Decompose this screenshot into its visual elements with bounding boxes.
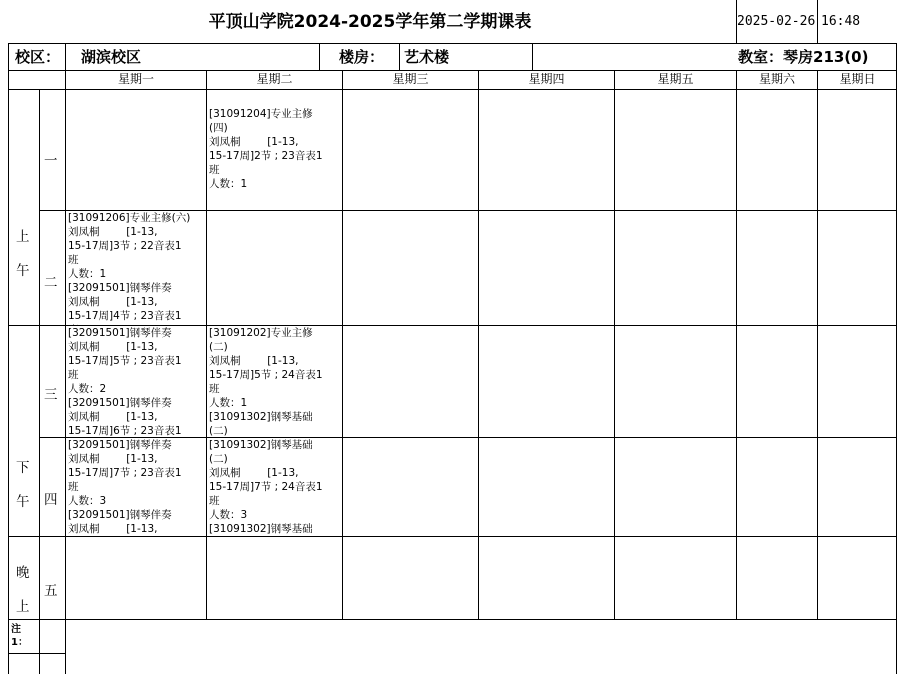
- course-cell-p3-tue[interactable]: [31091202]专业主修 (二) 刘凤桐 [1-13, 15-17周]5节 ; 24音表1 班 人数：1 [31091302]钢琴基础 (二): [209, 327, 323, 437]
- day-header-thu: 星期四: [528, 72, 565, 86]
- campus-label: 校区：: [15, 48, 61, 66]
- grid-line: [8, 43, 9, 674]
- print-date: 2025-02-26: [737, 14, 816, 29]
- grid-line: [319, 43, 320, 70]
- grid-line: [614, 70, 615, 620]
- day-header-sun: 星期日: [839, 72, 876, 86]
- grid-line: [817, 70, 818, 620]
- course-cell-p2-mon[interactable]: [31091206]专业主修(六) 刘凤桐 [1-13, 15-17周]3节 ; 22音表1 班 人数：1 [32091501]钢琴伴奏 刘凤桐 [1-13, 15-17周]4节 ; 23音表1: [68, 212, 191, 322]
- note-label: 注 1：: [11, 624, 28, 648]
- day-header-fri: 星期五: [657, 72, 694, 86]
- grid-line: [39, 210, 897, 211]
- afternoon-char-1: 下: [16, 460, 30, 476]
- day-header-wed: 星期三: [392, 72, 429, 86]
- print-time: 16:48: [821, 14, 861, 29]
- grid-line: [736, 70, 737, 620]
- day-header-tue: 星期二: [256, 72, 293, 86]
- campus-value: 湖滨校区: [81, 48, 142, 66]
- course-cell-p3-mon[interactable]: [32091501]钢琴伴奏 刘凤桐 [1-13, 15-17周]5节 ; 23音表1 班 人数：2 [32091501]钢琴伴奏 刘凤桐 [1-13, 15-17周]6节 ; 23音表1: [68, 327, 182, 437]
- room-label: 教室：琴房213(0): [738, 48, 869, 66]
- page-title: 平顶山学院2024-2025学年第二学期课表: [208, 12, 532, 32]
- evening-char-1: 晚: [16, 565, 30, 581]
- day-header-mon: 星期一: [117, 72, 154, 86]
- grid-line: [532, 43, 533, 70]
- grid-line: [39, 89, 40, 674]
- grid-line: [478, 70, 479, 620]
- building-value: 艺术楼: [404, 48, 450, 66]
- grid-line: [399, 43, 400, 70]
- grid-line: [896, 43, 897, 674]
- grid-line: [8, 70, 897, 71]
- grid-line: [8, 619, 897, 620]
- grid-line: [206, 70, 207, 620]
- grid-line: [8, 43, 897, 44]
- course-cell-p4-tue[interactable]: [31091302]钢琴基础 (二) 刘凤桐 [1-13, 15-17周]7节 ; 24音表1 班 人数：3 [31091302]钢琴基础: [209, 439, 323, 535]
- period-number-2: 二: [44, 275, 58, 291]
- day-header-sat: 星期六: [758, 72, 795, 86]
- grid-line: [8, 325, 897, 326]
- period-number-5: 五: [44, 583, 58, 599]
- grid-line: [8, 536, 897, 537]
- course-cell-p4-mon[interactable]: [32091501]钢琴伴奏 刘凤桐 [1-13, 15-17周]7节 ; 23音表1 班 人数：3 [32091501]钢琴伴奏 刘凤桐 [1-13,: [68, 439, 182, 535]
- period-number-3: 三: [44, 387, 58, 403]
- afternoon-char-2: 午: [16, 494, 30, 510]
- grid-line: [39, 437, 897, 438]
- period-number-1: 一: [44, 153, 58, 169]
- grid-line: [65, 43, 66, 674]
- grid-line: [736, 0, 737, 43]
- building-label: 楼房：: [339, 48, 385, 66]
- evening-char-2: 上: [16, 599, 30, 615]
- grid-line: [342, 70, 343, 620]
- grid-line: [8, 89, 897, 90]
- period-number-4: 四: [44, 492, 58, 508]
- course-cell-p1-tue[interactable]: [31091204]专业主修 (四) 刘凤桐 [1-13, 15-17周]2节 ; 23音表1 班 人数：1: [209, 108, 323, 190]
- morning-char-2: 午: [16, 263, 30, 279]
- grid-line: [8, 653, 66, 654]
- morning-char-1: 上: [16, 229, 30, 245]
- grid-line: [817, 0, 818, 43]
